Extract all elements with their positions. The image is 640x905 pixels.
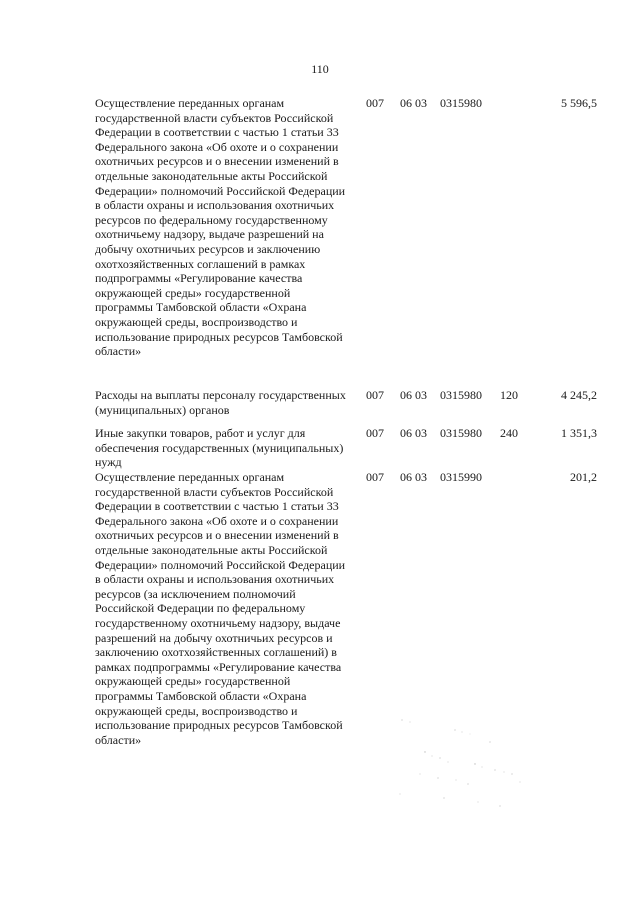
page-number: 110 xyxy=(311,62,329,76)
target-code: 0315990 xyxy=(440,470,482,484)
scan-noise-specks xyxy=(380,712,540,822)
ministry-code: 007 xyxy=(366,426,384,440)
section-code: 06 03 xyxy=(400,470,427,484)
section-code: 06 03 xyxy=(400,388,427,402)
amount: 5 596,5 xyxy=(561,96,597,110)
row-description: Иные закупки товаров, работ и услуг для обеспечения государственных (муниципальных) нужд xyxy=(95,426,344,470)
row-description: Осуществление переданных органам государственной власти субъектов Российской Федерации в соответствии с частью 1 статьи 33 Федерального закона «Об охоте и о сохранении охотничьих ресурсов и о внесении изменений в отдельные законодательные акты Российской Федерации» полномочий Российской Федерации в области охраны и использования охотничьих ресурсов (за исключением полномочий Российской Федерации по федеральному государственному охотничьему надзору, выдаче разрешений на добычу охотничьих ресурсов и заключению охотхозяйственных соглашений) в рамках подпрограммы «Регулирование качества окружающей среды» государственной программы Тамбовской области «Охрана окружающей среды, воспроизводство и использование природных ресурсов Тамбовской области» xyxy=(95,470,346,747)
table-row xyxy=(95,96,605,388)
amount: 201,2 xyxy=(570,470,597,484)
section-code: 06 03 xyxy=(400,426,427,440)
expense-type-code: 120 xyxy=(500,388,518,402)
ministry-code: 007 xyxy=(366,470,384,484)
row-description: Расходы на выплаты персоналу государственных (муниципальных) органов xyxy=(95,388,346,417)
section-code: 06 03 xyxy=(400,96,427,110)
expense-type-code: 240 xyxy=(500,426,518,440)
ministry-code: 007 xyxy=(366,96,384,110)
target-code: 0315980 xyxy=(440,388,482,402)
target-code: 0315980 xyxy=(440,96,482,110)
amount: 1 351,3 xyxy=(561,426,597,440)
table-row xyxy=(95,426,605,470)
table-row xyxy=(95,388,605,426)
ministry-code: 007 xyxy=(366,388,384,402)
row-description: Осуществление переданных органам государственной власти субъектов Российской Федерации в соответствии с частью 1 статьи 33 Федерального закона «Об охоте и о сохранении охотничьих ресурсов и о внесении изменений в отдельные законодательные акты Российской Федерации» полномочий Российской Федерации в области охраны и использования охотничьих ресурсов по федеральному государственному охотничьему надзору, выдаче разрешений на добычу охотничьих ресурсов и заключению охотхозяйственных соглашений в рамках подпрограммы «Регулирование качества окружающей среды» государственной программы Тамбовской области «Охрана окружающей среды, воспроизводство и использование природных ресурсов Тамбовской области» xyxy=(95,96,346,359)
amount: 4 245,2 xyxy=(561,388,597,402)
target-code: 0315980 xyxy=(440,426,482,440)
budget-table xyxy=(95,96,605,790)
